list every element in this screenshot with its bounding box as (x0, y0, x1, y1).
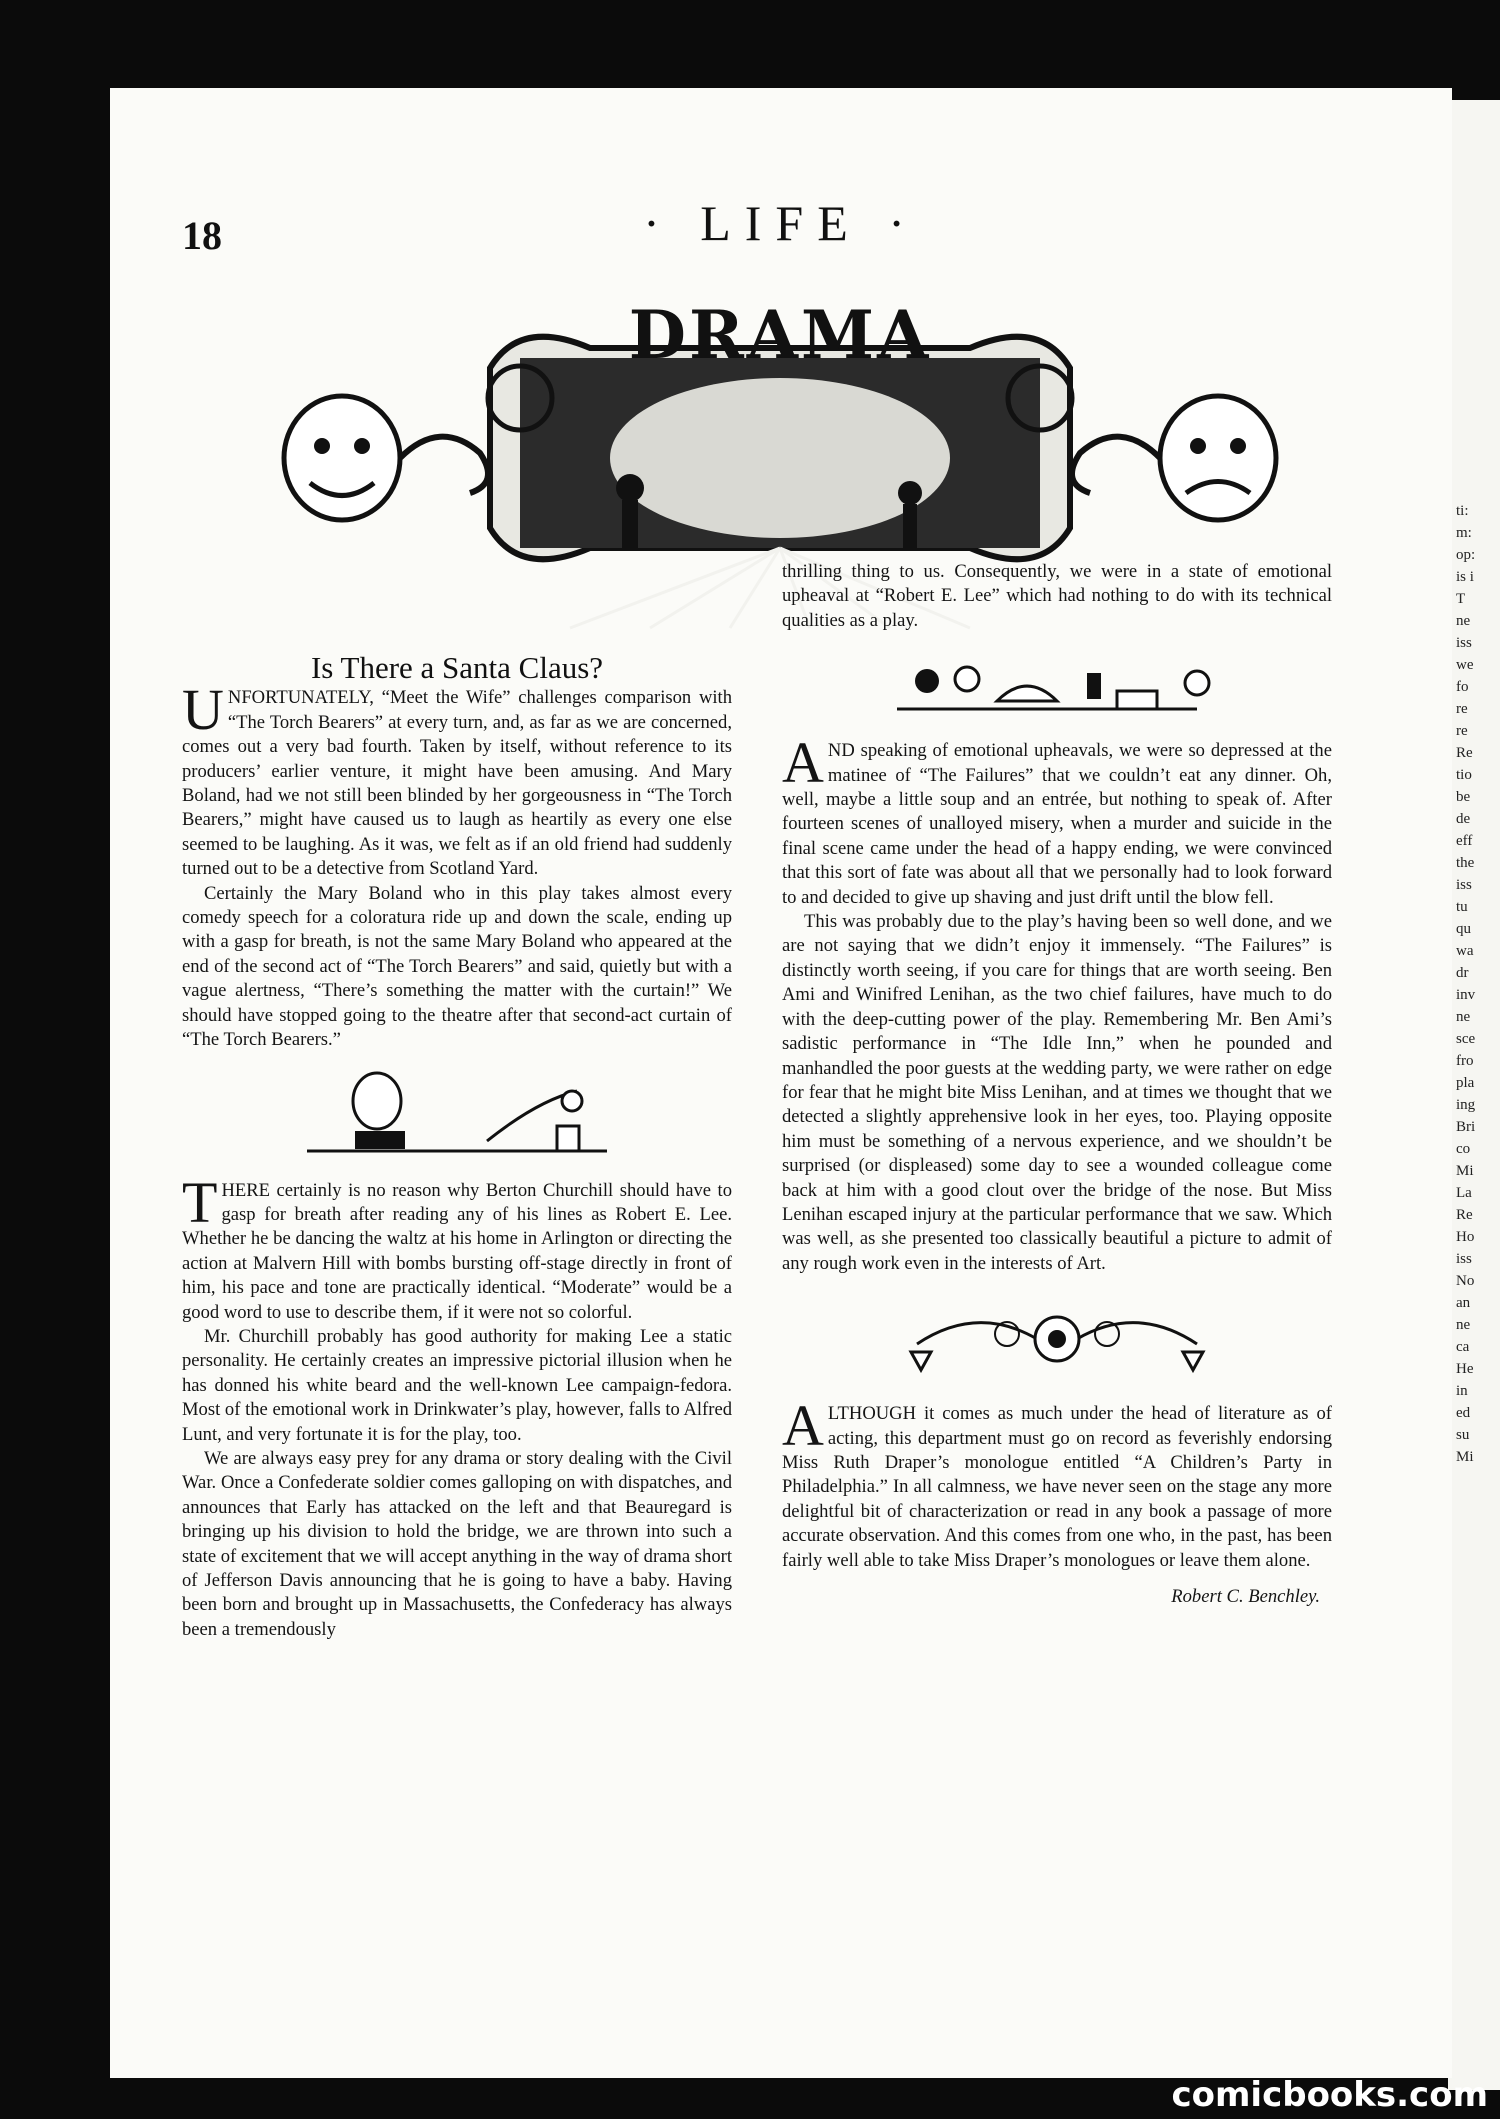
adjacent-page-fragment: Re (1456, 1207, 1473, 1223)
adjacent-page-fragment: T (1456, 591, 1466, 607)
adjacent-page-fragment: ed (1456, 1405, 1471, 1421)
paragraph-8: This was probably due to the play’s having been so well done, and we are not saying that we didn’t enjoy it immensely. “The Failures” is distinctly worth seeing, if you care for things that are worth seeing. Ben Ami and Winifred Lenihan, as the two chief failures, have much to do with the deep-cutting power of the play. Remembering Mr. Ben Ami’s sadistic performance in “The Idle Inn,” when he pounded and manhandled the poor guests at the wedding party, we were rather on edge for fear that he might bite Miss Lenihan, and at times we thought that we detected a slightly apprehensive look in her eyes, too. Playing opposite him must be something of a nervous experience, and we shouldn’t be surprised (or displeased) some day to see a wounded colleague come back at him with a good clout over the bridge of the nose. But Miss Lenihan escaped injury at the particular performance that we saw. Which was well, as she presented too classically beautiful a picture to admit of any rough work even in the interests of Art. (782, 911, 1332, 1274)
adjacent-page-fragment: pla (1456, 1075, 1475, 1091)
adjacent-page-fragment: re (1456, 723, 1468, 739)
adjacent-page-fragment: tio (1456, 767, 1472, 783)
paragraph-5: We are always easy prey for any drama or story dealing with the Civil War. Once a Confederate soldier comes galloping on with dispatches, and announces that Early has attacked on the left and that Beauregard is bringing up his division to hold the bridge, we are thrown into such a state of excitement that we will accept anything in the way of drama short of Jefferson Davis announcing that he is going to have a baby. Having been born and brought up in Massachusetts, the Confederacy has always been a tremendously (182, 1447, 732, 1640)
adjacent-page-fragment: No (1456, 1273, 1475, 1289)
adjacent-page-fragment: ti: (1456, 503, 1469, 519)
adjacent-page-fragment: m: (1456, 525, 1472, 541)
dropcap-t: T (182, 1169, 218, 1235)
adjacent-page-fragment: Mi (1456, 1163, 1474, 1179)
paragraph-7: AND speaking of emotional upheavals, we were so depressed at the matinee of “The Failures” that we couldn’t eat any dinner. Oh, well, maybe a little soup and an entrée, but nothing to speak of. After fourteen scenes of unalloyed misery, when a murder and suicide in the final scene came under the head of a happy ending, we were convinced that this sort of fate was about all that we personally had to look forward to and decided to give up shaving and just drift until the blow fell. (782, 730, 1332, 908)
adjacent-page-fragment: fo (1456, 679, 1469, 695)
adjacent-page-fragment: inv (1456, 987, 1476, 1003)
adjacent-page-fragment: ing (1456, 1097, 1476, 1113)
adjacent-page-fragment: Re (1456, 745, 1473, 761)
adjacent-page-fragment: ne (1456, 613, 1471, 629)
adjacent-page-fragment: eff (1456, 833, 1473, 849)
adjacent-page-fragment: Ho (1456, 1229, 1475, 1245)
adjacent-page-fragment: su (1456, 1427, 1470, 1443)
adjacent-page-fragment: we (1456, 657, 1474, 673)
adjacent-page-fragment: Mi (1456, 1449, 1474, 1465)
right-column (782, 560, 1332, 1609)
tragedy-mask-icon (1072, 396, 1276, 520)
adjacent-page-fragment: iss (1456, 877, 1472, 893)
adjacent-page-fragment: qu (1456, 921, 1471, 937)
paragraph-6: thrilling thing to us. Consequently, we were in a state of emotional upheaval at “Robert E. Lee” which had nothing to do with its technical qualities as a play. (782, 561, 1332, 631)
comedy-mask-icon (284, 396, 488, 520)
left-column (182, 650, 732, 1642)
author-signature: Robert C. Benchley. (1171, 1586, 1320, 1607)
adjacent-page-fragment: Bri (1456, 1119, 1476, 1135)
adjacent-page-fragment: iss (1456, 1251, 1472, 1267)
adjacent-page-fragment: sce (1456, 1031, 1476, 1047)
paragraph-4: Mr. Churchill probably has good authority for making Lee a static personality. He certainly creates an impressive pictorial illusion when he has donned his white beard and the well-known Lee campaign-fedora. Most of the emotional work in Drinkwater’s play, however, falls to Alfred Lunt, and very fortunate it is for the play, too. (182, 1325, 732, 1445)
adjacent-page-fragment: an (1456, 1295, 1471, 1311)
magazine-page (110, 88, 1452, 2078)
dropcap-a: A (782, 730, 824, 796)
page-number: 18 (182, 213, 222, 258)
adjacent-page-fragment: co (1456, 1141, 1471, 1157)
adjacent-page-fragment: re (1456, 701, 1468, 717)
article-title: Is There a Santa Claus? (310, 650, 604, 685)
adjacent-page-fragment: tu (1456, 899, 1468, 915)
dropcap-a-2: A (782, 1393, 824, 1459)
adjacent-page-fragment: fro (1456, 1053, 1474, 1069)
adjacent-page-fragment: be (1456, 789, 1471, 805)
adjacent-page-fragment: de (1456, 811, 1471, 827)
ornamental-flourish (897, 1294, 1217, 1384)
paragraph-1: UNFORTUNATELY, “Meet the Wife” challenges comparison with “The Torch Bearers” at every turn, and, as far as we are concerned, comes out a very bad fourth. Taken by itself, without reference to its producers’ earlier venture, it might have been amusing. And Mary Boland, had we not still been blinded by her gorgeousness in “The Torch Bearers,” might have caused us to laugh as heartily as every one else seemed to be laughing. As it was, we felt as if an old friend had suddenly turned out to be a detective from Scotland Yard. (182, 677, 732, 880)
adjacent-page-fragment: ca (1456, 1339, 1470, 1355)
adjacent-page-fragment: La (1456, 1185, 1472, 1201)
drama-banner-title: DRAMA (628, 296, 932, 374)
cartoon-vignette-chef (307, 1071, 607, 1161)
adjacent-page-fragment: dr (1456, 965, 1469, 981)
adjacent-page-fragment: the (1456, 855, 1475, 871)
paragraph-2: Certainly the Mary Boland who in this play takes almost every comedy speech for a coloratura ride up and down the scale, ending up with a gasp for breath, is not the same Mary Boland who appeared at the end of the second act of “The Torch Bearers” and said, quietly but with a vague alertness, “There’s something the matter with the curtain!” We should have stopped going to the theatre after that second-act curtain of “The Torch Bearers.” (182, 882, 732, 1051)
adjacent-page-fragment: He (1456, 1361, 1474, 1377)
adjacent-page-fragment: in (1456, 1383, 1468, 1399)
adjacent-page-fragment: op: (1456, 547, 1476, 563)
masthead-life: · LIFE · (643, 195, 919, 251)
adjacent-page-text (1448, 100, 1500, 1468)
cartoon-vignette-party (897, 651, 1217, 721)
paragraph-9: ALTHOUGH it comes as much under the head of literature as of acting, this department must go on record as feverishly endorsing Miss Ruth Draper’s monologue entitled “A Children’s Party in Philadelphia.” In all calmness, we have never seen on the stage any more delightful bit of characterization or read in any book a passage of more accurate observation. And this comes from one who, in the past, has been fairly well able to take Miss Draper’s monologues or leave them alone. (782, 1393, 1332, 1571)
adjacent-page-fragment: ne (1456, 1009, 1471, 1025)
adjacent-page-fragment: is i (1456, 569, 1474, 585)
dropcap-u: U (182, 677, 224, 743)
adjacent-page-fragment: iss (1456, 635, 1472, 651)
watermark: comicbooks.com (1171, 2075, 1488, 2115)
adjacent-page-strip (1448, 100, 1500, 2090)
paragraph-3: THERE certainly is no reason why Berton Churchill should have to gasp for breath after reading any of his lines as Robert E. Lee. Whether he be dancing the waltz at his home in Arlington or directing the action at Malvern Hill with bombs bursting off-stage directly in front of him, his pace and tone are practically identical. “Moderate” would be a good word to use to describe them, if it were not so colorful. (182, 1169, 732, 1323)
adjacent-page-fragment: ne (1456, 1317, 1471, 1333)
adjacent-page-fragment: wa (1456, 943, 1474, 959)
